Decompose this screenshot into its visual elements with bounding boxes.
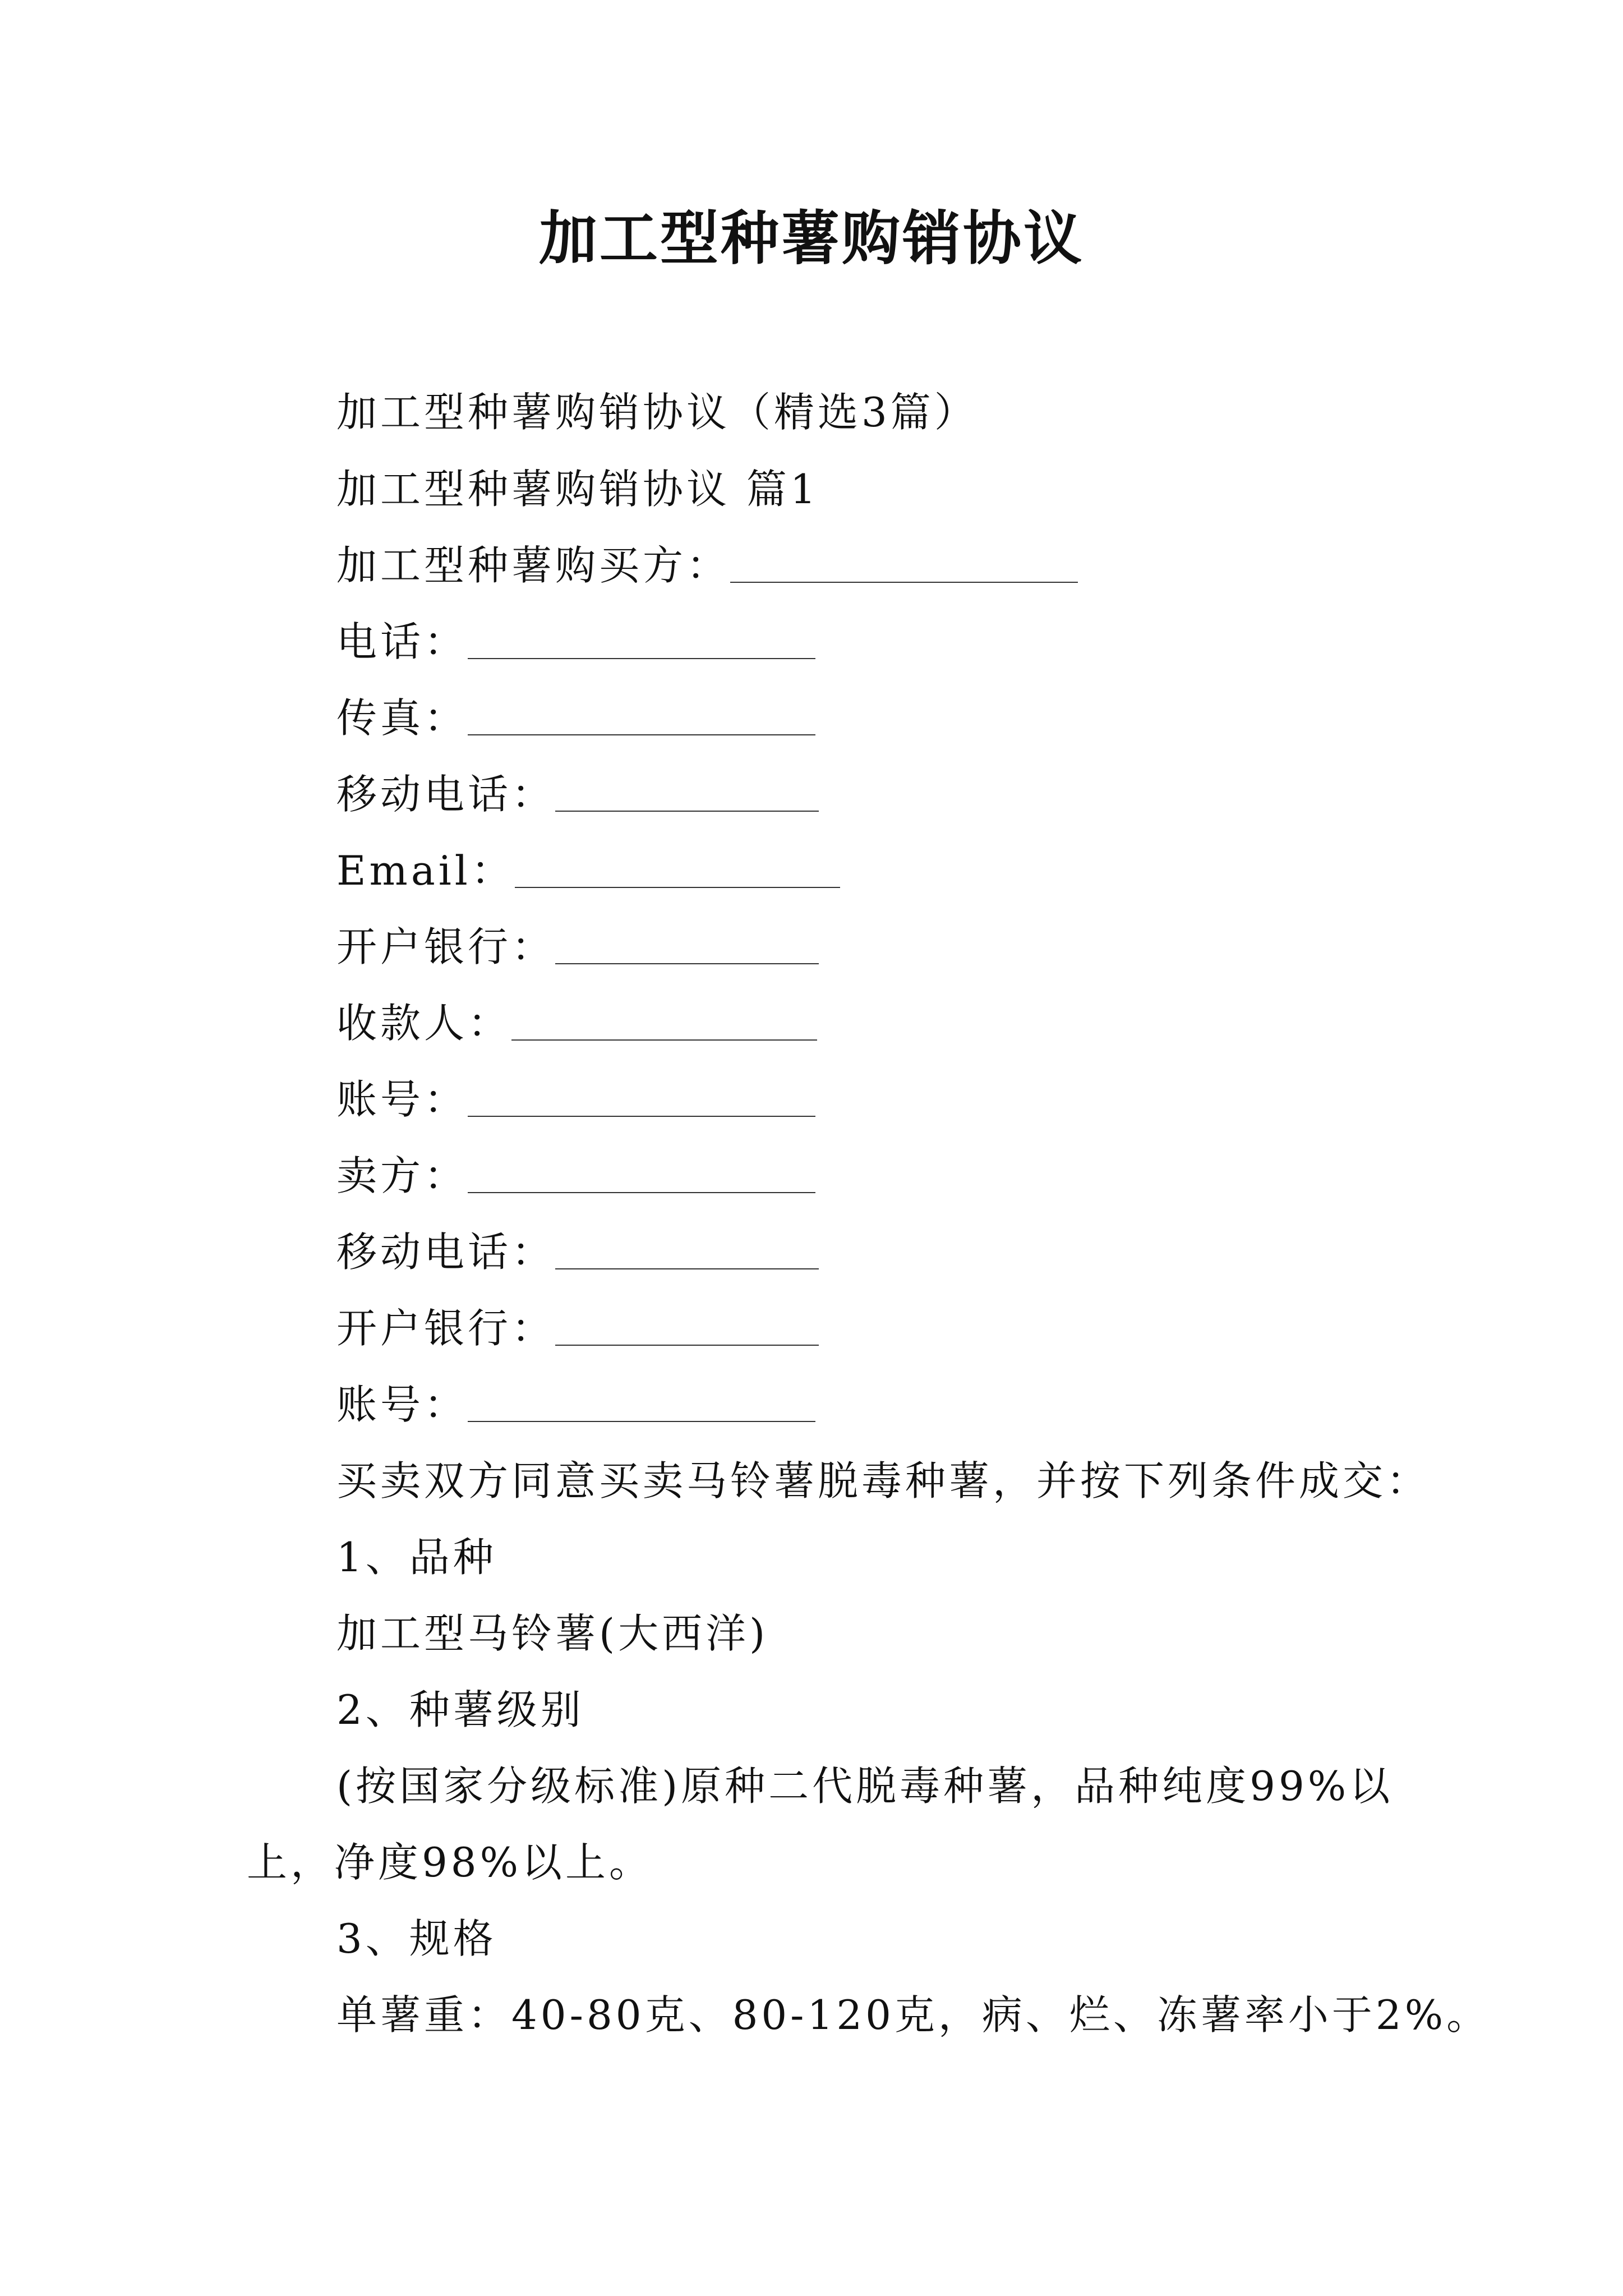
intro-paragraph: 买卖双方同意买卖马铃薯脱毒种薯，并按下列条件成交：	[336, 1457, 1431, 1504]
blank-line	[555, 771, 819, 812]
payee-field	[336, 995, 817, 1051]
document-subtitle: 加工型种薯购销协议（精选3篇）	[336, 389, 978, 436]
seller-account-field	[336, 1377, 815, 1433]
field-label: 账号：	[336, 1076, 468, 1123]
blank-line	[468, 619, 815, 659]
buyer-field	[336, 537, 1078, 593]
document-title: 加工型种薯购销协议	[538, 204, 1084, 273]
item-2-text-line-2: 上，净度98%以上。	[247, 1839, 653, 1886]
field-label: 收款人：	[336, 1000, 512, 1047]
fax-field	[336, 690, 815, 746]
blank-line	[468, 1382, 815, 1422]
field-label: 移动电话：	[336, 771, 556, 818]
field-label: 加工型种薯购买方：	[336, 542, 731, 589]
seller-field	[336, 1148, 815, 1204]
field-label: Email：	[336, 847, 515, 894]
blank-line	[468, 1076, 815, 1117]
blank-line	[515, 848, 840, 888]
item-1-text: 加工型马铃薯(大西洋)	[336, 1610, 769, 1657]
seller-bank-field	[336, 1300, 819, 1356]
blank-line	[468, 1153, 815, 1193]
field-label: 传真：	[336, 694, 468, 742]
field-label: 卖方：	[336, 1152, 468, 1199]
field-label: 开户银行：	[336, 923, 556, 970]
field-label: 电话：	[336, 618, 468, 665]
blank-line	[555, 924, 819, 964]
field-label: 移动电话：	[336, 1228, 556, 1276]
item-1-heading: 1、品种	[336, 1534, 497, 1581]
blank-line	[555, 1229, 819, 1269]
item-3-heading: 3、规格	[336, 1915, 497, 1962]
phone-field	[336, 614, 815, 670]
bank-field	[336, 919, 819, 975]
field-label: 开户银行：	[336, 1305, 556, 1352]
section-heading: 加工型种薯购销协议 篇1	[336, 466, 819, 513]
mobile-field	[336, 766, 819, 822]
item-3-text: 单薯重：40-80克、80-120克，病、烂、冻薯率小于2%。	[336, 1991, 1491, 2039]
item-2-heading: 2、种薯级别	[336, 1686, 584, 1733]
field-label: 账号：	[336, 1381, 468, 1428]
blank-line	[730, 542, 1078, 583]
blank-line	[511, 1000, 817, 1041]
item-2-text-line-1: (按国家分级标准)原种二代脱毒种薯，品种纯度99%以	[336, 1763, 1394, 1810]
account-field	[336, 1071, 815, 1128]
blank-line	[555, 1305, 819, 1346]
email-field	[336, 843, 840, 899]
seller-mobile-field	[336, 1224, 819, 1280]
blank-line	[468, 695, 815, 735]
